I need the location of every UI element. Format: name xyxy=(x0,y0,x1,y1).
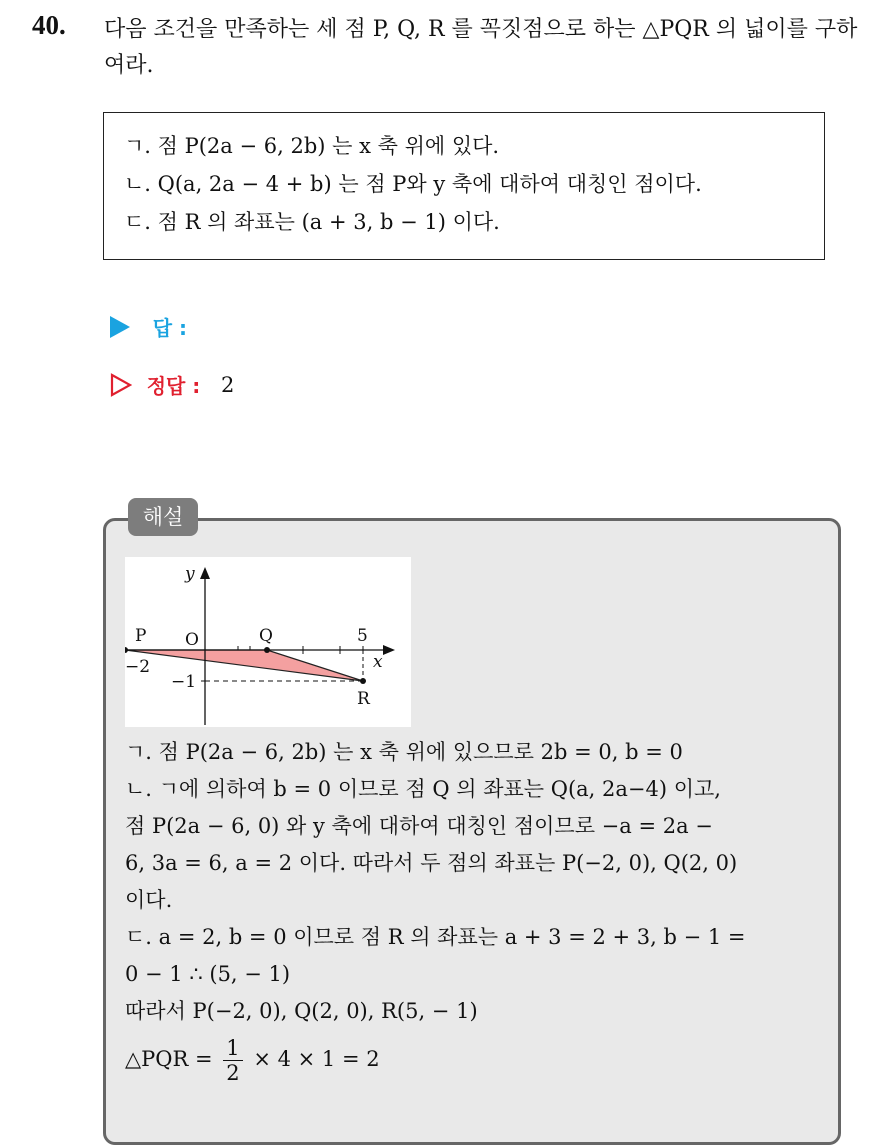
point-r-label: R xyxy=(357,689,370,709)
final-lhs: △PQR = xyxy=(125,1047,213,1071)
solution-tab: 해설 xyxy=(128,498,198,536)
point-q-dot xyxy=(264,647,270,653)
condition-3: ㄷ. 점 R 의 좌표는 (a + 3, b − 1) 이다. xyxy=(124,210,500,234)
point-r-dot xyxy=(360,678,366,684)
triangle-pqr xyxy=(125,650,363,681)
origin-label: O xyxy=(185,630,199,650)
tick-label-5: 5 xyxy=(357,626,368,646)
tick-label-neg1: −1 xyxy=(171,672,197,692)
solution-line-6: ㄷ. a = 2, b = 0 이므로 점 R 의 좌표는 a + 3 = 2 + 3, b − 1 = xyxy=(125,925,746,949)
coordinate-graph xyxy=(125,557,411,727)
correct-answer-label: 정답 : xyxy=(146,374,201,398)
solution-line-3: 점 P(2a − 6, 0) 와 y 축에 대하여 대칭인 점이므로 −a = 2a − xyxy=(125,814,713,838)
y-axis-arrow xyxy=(200,567,210,579)
final-rhs: × 4 × 1 = 2 xyxy=(253,1047,380,1071)
correct-answer-value: 2 xyxy=(220,372,235,397)
solution-line-4: 6, 3a = 6, a = 2 이다. 따라서 두 점의 좌표는 P(−2, 0), Q(2, 0) xyxy=(125,851,738,875)
point-p-label: P xyxy=(135,626,147,646)
solution-line-1: ㄱ. 점 P(2a − 6, 2b) 는 x 축 위에 있으므로 2b = 0, b = 0 xyxy=(125,740,683,764)
solution-line-2: ㄴ. ㄱ에 의하여 b = 0 이므로 점 Q 의 좌표는 Q(a, 2a−4) 이고, xyxy=(125,777,721,801)
y-axis-label: y xyxy=(185,564,195,584)
question-number: 40. xyxy=(32,10,66,40)
condition-2: ㄴ. Q(a, 2a − 4 + b) 는 점 P와 y 축에 대하여 대칭인 점이다. xyxy=(124,172,702,196)
final-equation xyxy=(125,1036,830,1085)
solution-text xyxy=(125,734,830,1085)
play-icon xyxy=(110,316,130,338)
point-p-dot xyxy=(125,647,128,653)
point-q-label: Q xyxy=(259,626,273,646)
question-text: 다음 조건을 만족하는 세 점 P, Q, R 를 꼭짓점으로 하는 △PQR 의 넓이를 구하여라. xyxy=(104,17,858,78)
answer-label: 답 : xyxy=(152,316,187,340)
conditions-box xyxy=(103,112,825,260)
solution-line-5: 이다. xyxy=(125,888,173,912)
answer-row xyxy=(110,312,187,341)
tick-label-neg2: −2 xyxy=(125,657,151,677)
x-axis-arrow xyxy=(383,645,395,655)
triangle-outline-icon xyxy=(110,373,132,397)
solution-line-7: 0 − 1 ∴ (5, − 1) xyxy=(125,962,291,986)
x-axis-label: x xyxy=(373,652,383,672)
condition-1: ㄱ. 점 P(2a − 6, 2b) 는 x 축 위에 있다. xyxy=(124,134,500,158)
correct-answer-row xyxy=(110,370,234,399)
fraction-numerator: 1 xyxy=(223,1036,242,1061)
fraction-denominator: 2 xyxy=(226,1061,240,1085)
solution-line-8: 따라서 P(−2, 0), Q(2, 0), R(5, − 1) xyxy=(125,999,478,1023)
fraction-one-half xyxy=(223,1036,242,1085)
